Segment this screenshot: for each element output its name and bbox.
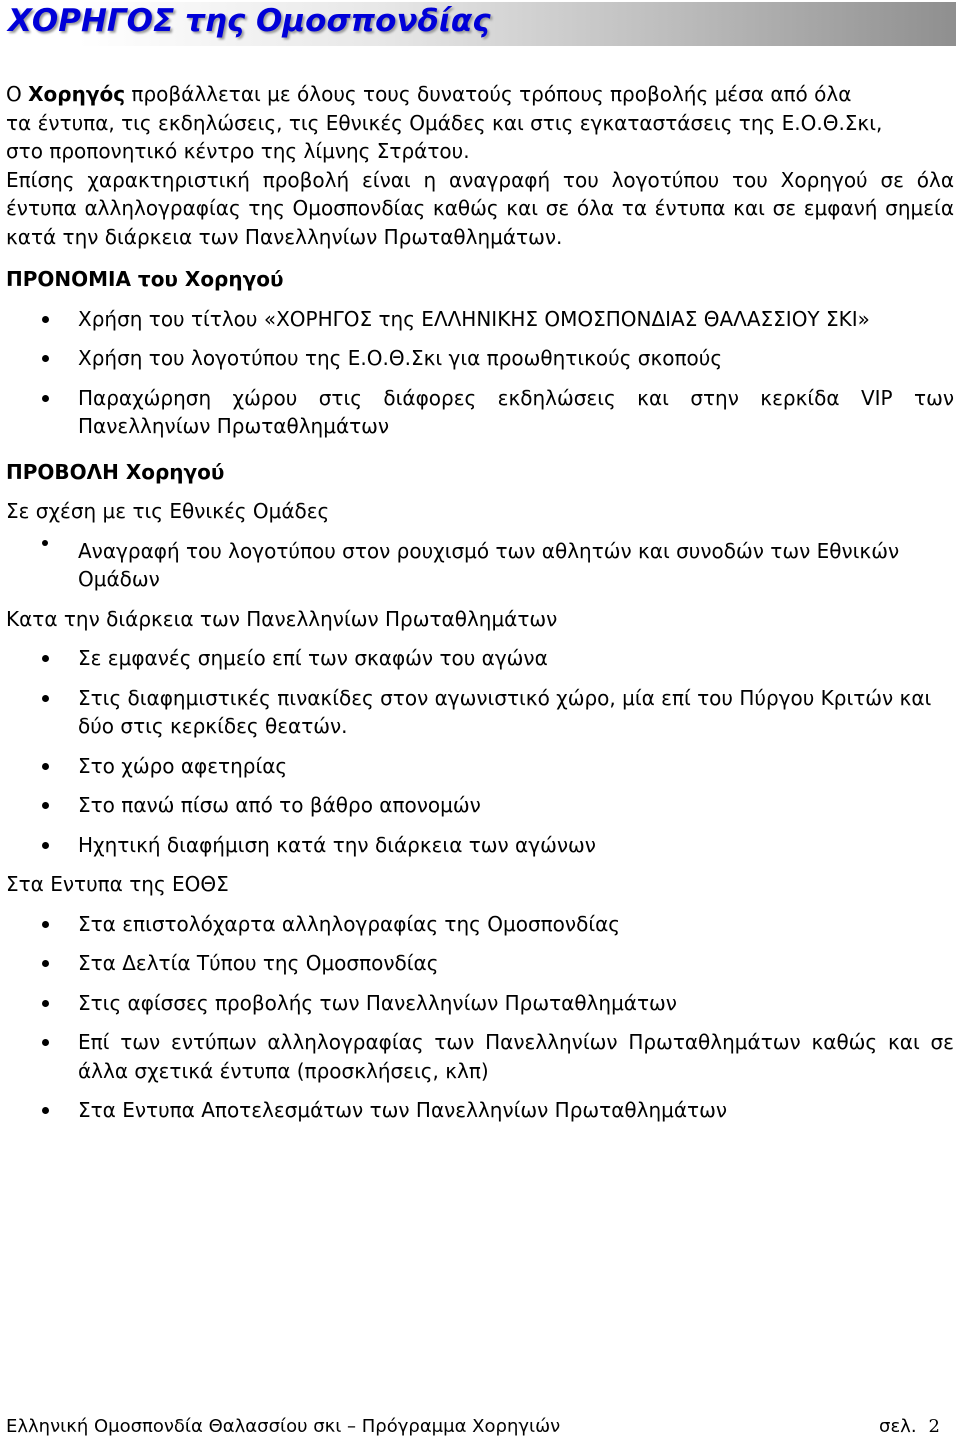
list-item-text: Παραχώρηση χώρου στις διάφορες εκδηλώσεις και στην κερκίδα VIP των Πανελληνίων Πρωταθλημάτων xyxy=(78,385,954,438)
list-item xyxy=(6,384,954,441)
document-body xyxy=(6,80,954,1125)
intro-line-1 xyxy=(6,80,954,109)
list-item-text: Στις διαφημιστικές πινακίδες στον αγωνιστικό χώρο, μία επί του Πύργου Κριτών και δύο στις κερκίδες θεατών. xyxy=(78,685,932,738)
list-item-text: Στις αφίσσες προβολής των Πανελληνίων Πρωταθλημάτων xyxy=(78,990,677,1015)
bullet-icon xyxy=(42,802,49,809)
intro-bold-sponsor: Χορηγός xyxy=(28,82,126,106)
national-teams-list xyxy=(6,537,954,594)
bullet-icon xyxy=(42,355,49,362)
list-item xyxy=(6,910,954,939)
list-item xyxy=(6,989,954,1018)
list-item xyxy=(6,791,954,820)
list-item xyxy=(6,831,954,860)
bullet-icon xyxy=(42,695,49,702)
list-item-text: Σε εμφανές σημείο επί των σκαφών του αγώνα xyxy=(78,646,548,670)
bullet-icon xyxy=(42,1107,49,1114)
championships-label: Κατα την διάρκεια των Πανελληνίων Πρωταθλημάτων xyxy=(6,606,558,631)
page-number-area xyxy=(879,1416,940,1438)
intro-prefix: Ο xyxy=(6,82,29,106)
page-label: σελ. xyxy=(879,1416,917,1437)
championships-list xyxy=(6,644,954,859)
national-teams-label: Σε σχέση με τις Εθνικές Ομάδες xyxy=(6,499,330,523)
intro-line-2: τα έντυπα, τις εκδηλώσεις, τις Εθνικές Ομάδες και στις εγκαταστάσεις της Ε.Ο.Θ.Σκι, xyxy=(6,110,883,135)
list-item-text: Στα Εντυπα Αποτελεσμάτων των Πανελληνίων Πρωταθλημάτων xyxy=(78,1098,727,1122)
intro-line-3: στο προπονητικό κέντρο της λίμνης Στράτου. xyxy=(6,139,470,163)
list-item xyxy=(6,1096,954,1125)
privileges-list xyxy=(6,305,954,441)
list-item-text: Χρήση του τίτλου «ΧΟΡΗΓΟΣ της ΕΛΛΗΝΙΚΗΣ ΟΜΟΣΠΟΝΔΙΑΣ ΘΑΛΑΣΣΙΟΥ ΣΚΙ» xyxy=(78,306,870,331)
list-item-text: Αναγραφή του λογοτύπου στον ρουχισμό των αθλητών και συνοδών των Εθνικών Ομάδων xyxy=(78,538,900,591)
list-item xyxy=(6,537,954,594)
privileges-heading: ΠΡΟΝΟΜΙΑ του Χορηγού xyxy=(6,267,284,291)
bullet-icon xyxy=(42,960,49,967)
page-number: 2 xyxy=(928,1416,940,1437)
bullet-icon xyxy=(42,763,49,770)
list-item-text: Στο χώρο αφετηρίας xyxy=(78,753,288,778)
list-item-text: Επί των εντύπων αλληλογραφίας των Πανελληνίων Πρωταθλημάτων καθώς και σε άλλα σχετικά έντυπα (προσκλήσεις, κλπ) xyxy=(78,1030,954,1083)
bullet-icon xyxy=(42,1039,49,1046)
title-banner xyxy=(2,2,956,46)
list-item xyxy=(6,344,954,373)
bullet-icon xyxy=(42,395,49,402)
list-item-text: Στα Δελτία Τύπου της Ομοσπονδίας xyxy=(78,951,439,975)
footer-text: Ελληνική Ομοσπονδία Θαλασσίου σκι – Πρόγραμμα Χορηγιών xyxy=(6,1416,561,1437)
bullet-icon xyxy=(42,842,49,849)
list-item xyxy=(6,644,954,673)
list-item xyxy=(6,684,954,741)
bullet-icon xyxy=(42,316,49,323)
page-title: ΧΟΡΗΓΟΣ της Ομοσπονδίας xyxy=(8,3,491,39)
bullet-icon xyxy=(42,921,49,928)
prints-list xyxy=(6,910,954,1125)
list-item-text: Ηχητική διαφήμιση κατά την διάρκεια των αγώνων xyxy=(78,832,596,857)
list-item xyxy=(6,305,954,334)
list-item xyxy=(6,752,954,781)
list-item xyxy=(6,949,954,978)
promotion-heading: ΠΡΟΒΟΛΗ Χορηγού xyxy=(6,459,225,484)
list-item xyxy=(6,1028,954,1085)
list-item-text: Στα επιστολόχαρτα αλληλογραφίας της Ομοσπονδίας xyxy=(78,911,621,936)
list-item-text: Στο πανώ πίσω από το βάθρο απονομών xyxy=(78,793,481,817)
intro-line-1-rest: προβάλλεται με όλους τους δυνατούς τρόπους προβολής μέσα από όλα xyxy=(125,82,852,106)
prints-label: Στα Εντυπα της ΕΟΘΣ xyxy=(6,872,229,896)
bullet-icon xyxy=(42,540,48,546)
bullet-icon xyxy=(42,1000,49,1007)
list-item-text: Χρήση του λογοτύπου της Ε.Ο.Θ.Σκι για προωθητικούς σκοπούς xyxy=(78,346,723,370)
bullet-icon xyxy=(42,655,49,662)
intro-paragraph-2: Επίσης χαρακτηριστική προβολή είναι η αναγραφή του λογοτύπου του Χορηγού σε όλα έντυπα αλληλογραφίας της Ομοσπονδίας καθώς και σε όλα τα έντυπα και σε εμφανή σημεία κατά την διάρκεια των Πανελληνίων Πρωταθλημάτων. xyxy=(6,167,954,249)
